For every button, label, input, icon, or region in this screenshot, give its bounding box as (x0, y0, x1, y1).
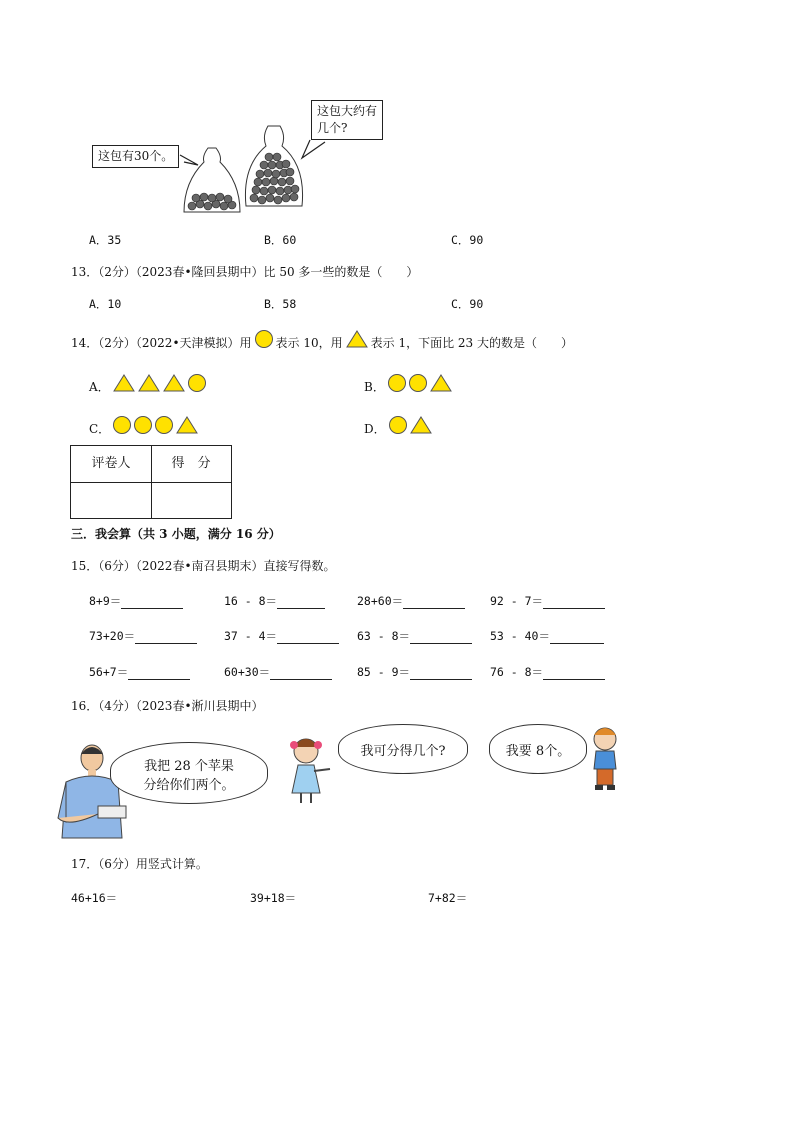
expr: 60+30＝ (224, 665, 271, 679)
circle-icon (409, 374, 427, 392)
bubble-right-text: 这包大约有几个? (317, 104, 378, 135)
teacher-line-1: 我把 28 个苹果 (144, 759, 234, 774)
vertical-calc-item-2[interactable]: 39+18＝ (250, 891, 297, 905)
q14-option-d[interactable] (364, 412, 432, 437)
answer-blank[interactable] (410, 669, 472, 680)
calc-item[interactable] (89, 593, 183, 609)
circle-icon (188, 374, 206, 392)
score-table (70, 445, 232, 519)
circle-icon (134, 416, 152, 434)
q13-option-c[interactable]: C．90 (451, 297, 484, 311)
calc-item[interactable] (490, 628, 604, 644)
calc-item[interactable] (224, 664, 332, 680)
option-label: D． (364, 422, 386, 436)
boy-figure (585, 725, 625, 795)
triangle-icon (138, 374, 160, 392)
option-label: C． (89, 422, 111, 436)
expr: 16 - 8＝ (224, 594, 278, 608)
q14-stem (71, 330, 573, 354)
q14-stem-part2: 表示 10，用 (275, 335, 343, 350)
q14-stem-part1: 14．（2分）（2022•天津模拟）用 (71, 335, 252, 350)
circle-icon (388, 374, 406, 392)
expr: 85 - 9＝ (357, 665, 411, 679)
girl-figure (286, 735, 336, 807)
expr: 92 - 7＝ (490, 594, 544, 608)
q13-stem: 13．（2分）（2023春•隆回县期中）比 50 多一些的数是（ ） (71, 265, 419, 279)
q17-stem: 17．（6分）用竖式计算。 (71, 857, 208, 871)
calc-item[interactable] (224, 593, 325, 609)
answer-blank[interactable] (277, 598, 325, 609)
triangle-icon (176, 416, 198, 434)
q14-option-c[interactable] (89, 412, 198, 437)
q12-option-a[interactable]: A．35 (89, 233, 122, 247)
circle-icon (155, 416, 173, 434)
calc-item[interactable] (490, 664, 605, 680)
score-header: 得 分 (151, 446, 231, 483)
q13-option-a[interactable]: A．10 (89, 297, 122, 311)
option-label: A． (89, 380, 110, 394)
calc-item[interactable] (89, 628, 197, 644)
expr: 28+60＝ (357, 594, 404, 608)
q14-option-b[interactable] (364, 370, 452, 395)
table-divider (151, 446, 152, 518)
answer-blank[interactable] (410, 633, 472, 644)
answer-blank[interactable] (403, 598, 465, 609)
grader-header: 评卷人 (71, 446, 151, 483)
boy-speech-cloud (489, 724, 587, 774)
answer-blank[interactable] (543, 598, 605, 609)
calc-item[interactable] (89, 664, 190, 680)
answer-blank[interactable] (135, 633, 197, 644)
q13-option-b[interactable]: B．58 (264, 297, 297, 311)
calc-item[interactable] (357, 664, 472, 680)
calc-item[interactable] (490, 593, 605, 609)
calc-item[interactable] (224, 628, 339, 644)
answer-blank[interactable] (543, 669, 605, 680)
circle-icon (113, 416, 131, 434)
expr: 73+20＝ (89, 629, 136, 643)
triangle-icon (430, 374, 452, 392)
answer-blank[interactable] (270, 669, 332, 680)
calc-item[interactable] (357, 593, 465, 609)
candy-bags-illustration (170, 120, 330, 220)
circle-icon (389, 416, 407, 434)
expr: 37 - 4＝ (224, 629, 278, 643)
q15-stem: 15．（6分）（2022春•南召县期末）直接写得数。 (71, 559, 336, 573)
girl-text: 我可分得几个? (360, 744, 446, 759)
girl-speech-cloud (338, 724, 468, 774)
q12-option-c[interactable]: C．90 (451, 233, 484, 247)
expr: 56+7＝ (89, 665, 129, 679)
circle-icon (255, 330, 273, 348)
answer-blank[interactable] (121, 598, 183, 609)
speech-bubble-left (92, 145, 179, 168)
triangle-icon (410, 416, 432, 434)
q14-stem-part3: 表示 1，下面比 23 大的数是（ ） (370, 335, 573, 350)
q16-stem: 16．（4分）（2023春•淅川县期中） (71, 699, 264, 713)
vertical-calc-item-3[interactable]: 7+82＝ (428, 891, 468, 905)
triangle-icon (163, 374, 185, 392)
answer-blank[interactable] (277, 633, 339, 644)
expr: 8+9＝ (89, 594, 122, 608)
teacher-speech-cloud (110, 742, 268, 804)
vertical-calc-item-1[interactable]: 46+16＝ (71, 891, 118, 905)
answer-blank[interactable] (550, 633, 604, 644)
answer-blank[interactable] (128, 669, 190, 680)
option-label: B． (364, 380, 385, 394)
bubble-left-text: 这包有30个。 (98, 149, 174, 163)
teacher-line-2: 分给你们两个。 (143, 778, 235, 793)
section-title: 三．我会算（共 3 小题，满分 16 分） (71, 527, 281, 541)
expr: 76 - 8＝ (490, 665, 544, 679)
calc-item[interactable] (357, 628, 472, 644)
boy-text: 我要 8个。 (505, 744, 571, 759)
q14-option-a[interactable] (89, 370, 206, 395)
q12-option-b[interactable]: B．60 (264, 233, 297, 247)
triangle-icon (113, 374, 135, 392)
expr: 53 - 40＝ (490, 629, 550, 643)
expr: 63 - 8＝ (357, 629, 411, 643)
triangle-icon (346, 330, 368, 348)
